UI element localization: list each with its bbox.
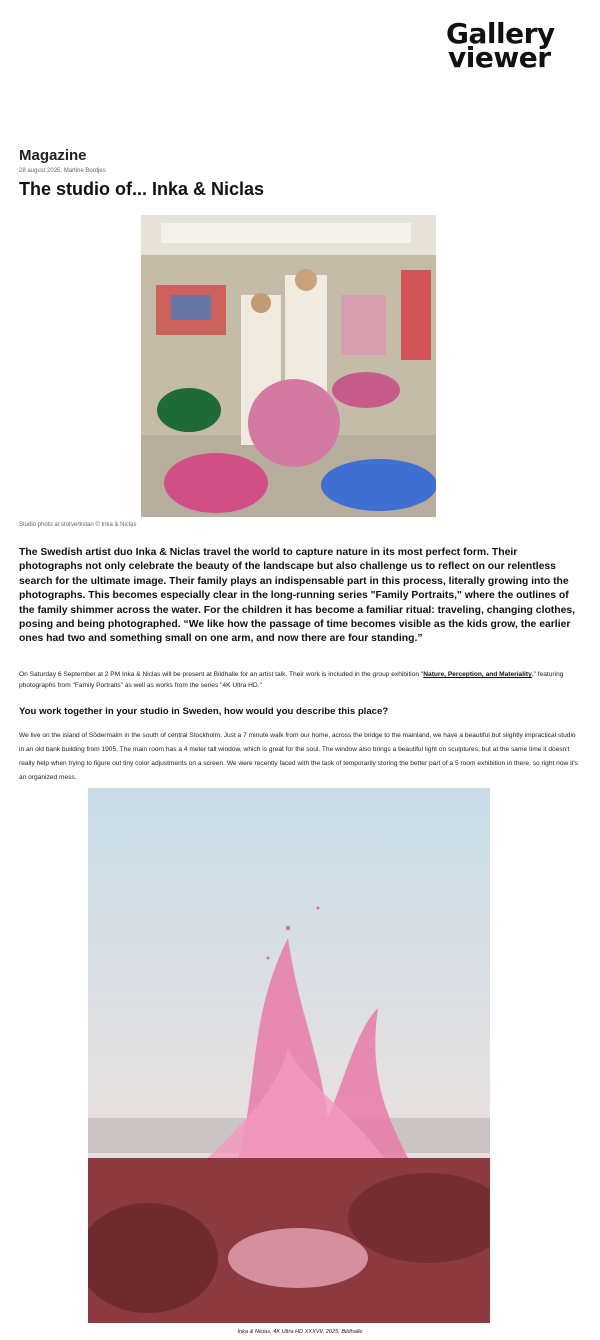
logo-line-2: viewer [448, 41, 551, 74]
exhibition-text-after: ," featuring photographs from "Family Portraits" as well as works from the series "4K Ultra HD." [19, 671, 564, 689]
exhibition-paragraph [19, 669, 581, 691]
exhibition-link[interactable]: Nature, Perception, and Materiality [423, 671, 532, 678]
article-title: The studio of... Inka & Niclas [19, 179, 265, 199]
studio-paragraph: We live on the island of Södermalm in the south of central Stockholm. Just a 7 minute walk from our home, across the bridge to the mainland, we have a beautiful but slightly impractical studio in an old bank building from 1905. The main room has a 4 meter tall window, which is great for the soul. The window also brings a beautiful light on sculptures, but at the same time it doesn't really help when trying to figure out tiny color adjustments on a screen. We were recently faced with the task of temporarily storing the better part of a 5 room exhibition in there, so right now it's an organized mess. [19, 732, 578, 781]
section-label: Magazine [19, 147, 87, 164]
splash-photo-caption: Inka & Niclas, 4K Ultra HD XXXVII, 2025, Bildhalle [237, 1329, 363, 1335]
studio-photo-caption: Studio photo at storverkstan © Inka & Niclas [19, 522, 137, 528]
splash-photo [88, 788, 490, 1323]
lead-paragraph: The Swedish artist duo Inka & Niclas travel the world to capture nature in its most perfect form. Their photographs not only celebrate the beauty of the landscape but also challenge us to reflect on our relentless search for the ultimate image. Their family plays an indispensable part in this process, literally growing into the photographs. This becomes especially clear in the long-running series "Family Portraits," where the outlines of the family shimmer across the water. For the children it has become a familiar ritual: traveling, changing clothes, posing and being photographed. “We like how the passage of time becomes visible as the kids grow, the earlier ones had two and something small on one arm, and now there are four standing.” [19, 547, 576, 645]
studio-photo [141, 215, 436, 517]
interview-question: You work together in your studio in Sweden, how would you describe this place? [19, 706, 389, 717]
logo-line-1: Gallery [446, 17, 555, 50]
exhibition-text-before: On Saturday 6 September at 2 PM Inka & Niclas will be present at Bildhalle for an artist talk. Their work is included in the group exhibition " [19, 671, 424, 678]
splash-photo-illustration [88, 788, 490, 1323]
studio-photo-illustration [141, 215, 436, 517]
article-meta: 28 august 2025, Martine Bordjes [19, 168, 106, 174]
gallery-viewer-logo[interactable] [446, 17, 570, 78]
article-header [19, 145, 581, 200]
